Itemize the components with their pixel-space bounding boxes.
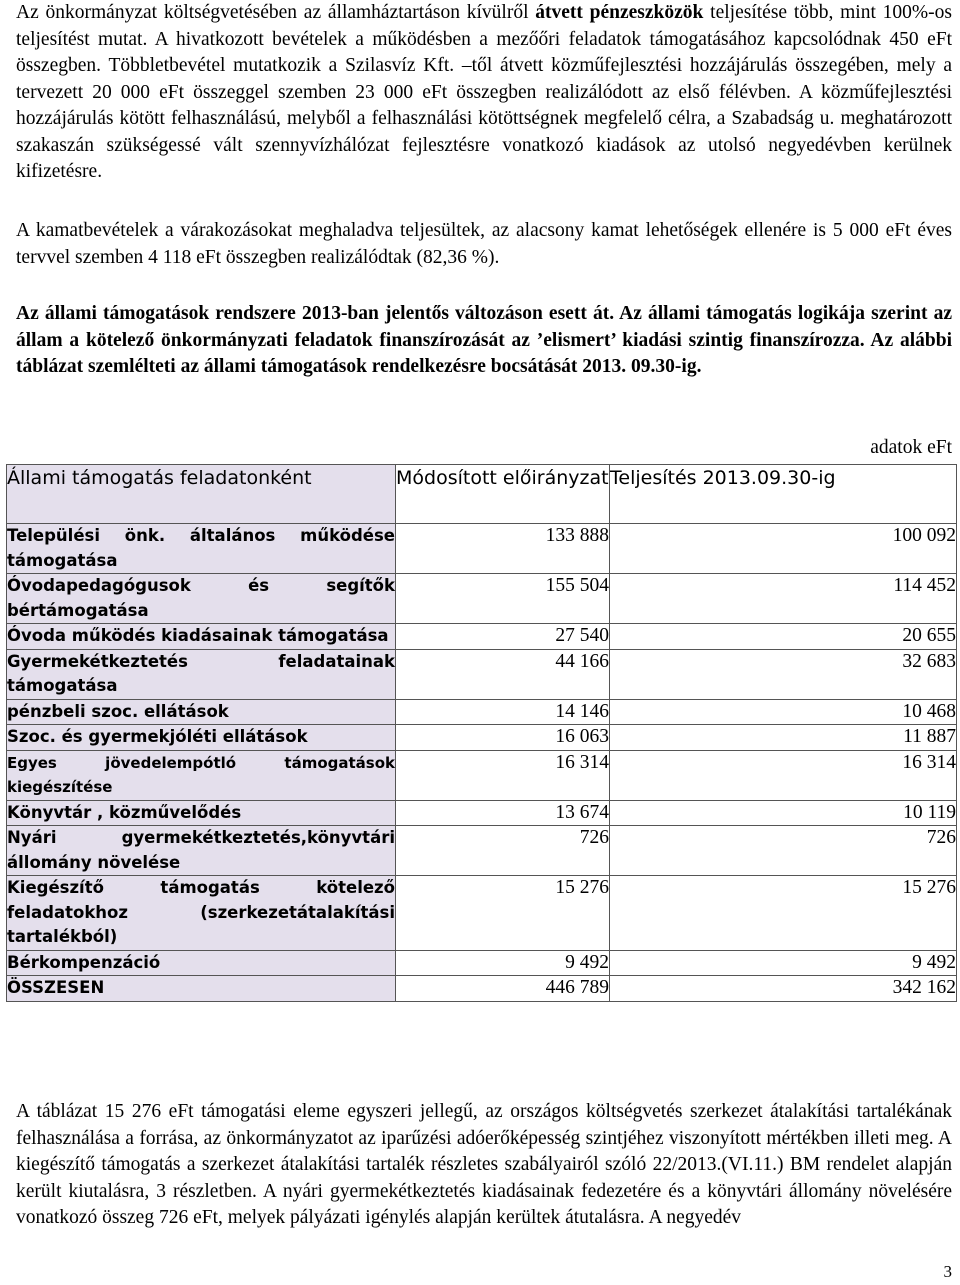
table-row — [7, 876, 957, 951]
row-planned: 155 504 — [396, 574, 610, 624]
table-total-row — [7, 976, 957, 1002]
paragraph-funds-bold: átvett pénzeszközök — [535, 2, 704, 23]
table-row — [7, 524, 957, 574]
row-label: Gyermekétkeztetés feladatainak támogatása — [7, 649, 396, 699]
row-planned: 133 888 — [396, 524, 610, 574]
table-row — [7, 800, 957, 826]
table-unit-label: adatok eFt — [870, 437, 952, 458]
row-actual: 32 683 — [610, 649, 957, 699]
page-number: 3 — [943, 1262, 952, 1281]
table-row — [7, 750, 957, 800]
table-row — [7, 649, 957, 699]
row-planned: 726 — [396, 826, 610, 876]
row-label: Települési önk. általános működése támogatása — [7, 524, 396, 574]
row-planned: 13 674 — [396, 800, 610, 826]
row-actual: 20 655 — [610, 624, 957, 650]
row-planned: 27 540 — [396, 624, 610, 650]
row-label: Kiegészítő támogatás kötelező feladatokhoz (szerkezetátalakítási tartalékból) — [7, 876, 396, 951]
table-row — [7, 826, 957, 876]
row-label: Nyári gyermekétkeztetés,könyvtári állomány növelése — [7, 826, 396, 876]
row-planned: 44 166 — [396, 649, 610, 699]
row-actual: 16 314 — [610, 750, 957, 800]
paragraph-funds — [16, 0, 952, 186]
row-actual: 9 492 — [610, 950, 957, 976]
row-label: pénzbeli szoc. ellátások — [7, 699, 396, 725]
paragraph-funds-text-b: teljesítése több, mint 100%-os teljesítést mutat. A hivatkozott bevételek a működésben a mezőőri feladatok támogatásához kapcsolódnak 450 eFt összegben. Többletbevétel mutatkozik a Szilasvíz Kft. –től átvett közműfejlesztési hozzájárulás összegében, mely a tervezett 20 000 eFt összeggel szemben 23 000 eFt összegben realizálódott az első félévben. A közműfejlesztési hozzájárulás kötött felhasználású, melyből a felhasználási kötöttségnek megfelelő célra, a Szabadság u. meghatározott szakaszán szükségessé vált szennyvízhálózat fejlesztésre vonatkozó kiadások az utolsó negyedévben kerülnek kifizetésre. — [16, 2, 952, 182]
total-planned: 446 789 — [396, 976, 610, 1002]
row-label: Szoc. és gyermekjóléti ellátások — [7, 725, 396, 751]
row-planned: 9 492 — [396, 950, 610, 976]
row-planned: 15 276 — [396, 876, 610, 951]
paragraph-state-support: Az állami támogatások rendszere 2013-ban jelentős változáson esett át. Az állami támogatás logikája szerint az állam a kötelező önkormányzati feladatok finanszírozását az ’elismert’ kiadási szintig finanszírozza. Az alábbi táblázat szemlélteti az állami támogatások rendelkezésre bocsátását 2013. 09.30-ig. — [16, 303, 952, 377]
table-header-row — [7, 465, 957, 524]
row-actual: 10 468 — [610, 699, 957, 725]
row-planned: 16 063 — [396, 725, 610, 751]
row-label: Óvodapedagógusok és segítők bértámogatása — [7, 574, 396, 624]
row-actual: 100 092 — [610, 524, 957, 574]
total-label: ÖSSZESEN — [7, 976, 396, 1002]
header-planned: Módosított előirányzat — [396, 465, 610, 524]
header-task: Állami támogatás feladatonként — [7, 465, 396, 524]
row-label: Könyvtár , közművelődés — [7, 800, 396, 826]
table-row — [7, 950, 957, 976]
state-support-table — [6, 464, 957, 1002]
row-actual: 10 119 — [610, 800, 957, 826]
table-row — [7, 624, 957, 650]
row-label: Óvoda működés kiadásainak támogatása — [7, 624, 396, 650]
row-planned: 14 146 — [396, 699, 610, 725]
table-row — [7, 699, 957, 725]
table-row — [7, 725, 957, 751]
paragraph-funds-text-a: Az önkormányzat költségvetésében az államháztartáson kívülről — [16, 2, 536, 23]
row-label: Egyes jövedelempótló támogatások kiegészítése — [7, 750, 396, 800]
row-label: Bérkompenzáció — [7, 950, 396, 976]
row-actual: 15 276 — [610, 876, 957, 951]
header-actual: Teljesítés 2013.09.30-ig — [610, 465, 957, 524]
paragraph-table-note: A táblázat 15 276 eFt támogatási eleme egyszeri jellegű, az országos költségvetés szerkezet átalakítási tartalékának felhasználása a forrása, az önkormányzatot az iparűzési adóerőképesség szintjéhez viszonyított mértékben illeti meg. A kiegészítő támogatás a szerkezet átalakítási tartalék részletes szabályairól szóló 22/2013.(VI.11.) BM rendelet alapján került kiutalásra, 3 részletben. A nyári gyermekétkeztetés kiadásainak fedezetére és a könyvtári állomány növelésére vonatkozó összeg 726 eFt, melyek pályázati igénylés alapján kerültek átutalásra. A negyedév — [16, 1101, 952, 1228]
row-actual: 11 887 — [610, 725, 957, 751]
row-planned: 16 314 — [396, 750, 610, 800]
table-row — [7, 574, 957, 624]
row-actual: 726 — [610, 826, 957, 876]
total-actual: 342 162 — [610, 976, 957, 1002]
paragraph-interest: A kamatbevételek a várakozásokat meghaladva teljesültek, az alacsony kamat lehetőségek ellenére is 5 000 eFt éves tervvel szemben 4 118 eFt összegben realizálódtak (82,36 %). — [16, 220, 952, 268]
row-actual: 114 452 — [610, 574, 957, 624]
